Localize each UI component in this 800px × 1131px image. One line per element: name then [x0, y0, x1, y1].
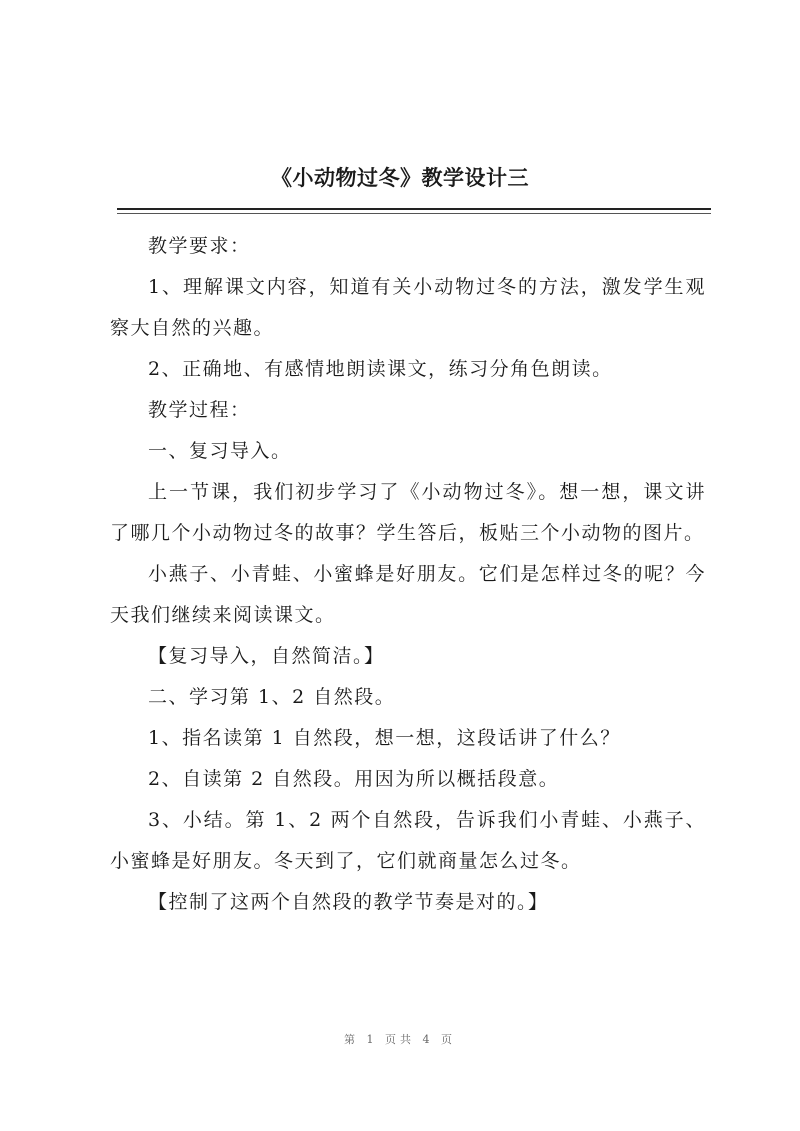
section-1-heading: 一、复习导入。 [148, 440, 292, 462]
document-body [110, 226, 706, 923]
section-2-step-3: 3、小结。第 1、2 两个自然段，告诉我们小青蛙、小燕子、小蜜蜂是好朋友。冬天到了，它们就商量怎么过冬。 [110, 809, 706, 872]
heading-requirements: 教学要求： [148, 235, 251, 257]
heading-process: 教学过程： [148, 399, 251, 421]
requirement-2: 2、正确地、有感情地朗读课文，练习分角色朗读。 [148, 358, 613, 380]
section-1-paragraph-1: 上一节课，我们初步学习了《小动物过冬》。想一想，课文讲了哪几个小动物过冬的故事？学生答后，板贴三个小动物的图片。 [110, 481, 706, 544]
section-1-paragraph-2: 小燕子、小青蛙、小蜜蜂是好朋友。它们是怎样过冬的呢？今天我们继续来阅读课文。 [110, 563, 706, 626]
section-2-step-2: 2、自读第 2 自然段。用因为所以概括段意。 [148, 768, 560, 790]
page-number-footer: 第 1 页共 4 页 [344, 1033, 456, 1046]
section-2-comment: 【控制了这两个自然段的教学节奏是对的。】 [148, 891, 549, 913]
section-2-heading: 二、学习第 1、2 自然段。 [148, 686, 396, 708]
section-1-comment: 【复习导入，自然简洁。】 [148, 645, 385, 667]
requirement-1: 1、理解课文内容，知道有关小动物过冬的方法，激发学生观察大自然的兴趣。 [110, 276, 706, 339]
document-title: 《小动物过冬》教学设计三 [271, 166, 529, 190]
section-2-step-1: 1、指名读第 1 自然段，想一想，这段话讲了什么？ [148, 727, 621, 749]
title-underline-thin [117, 213, 711, 214]
title-underline [117, 208, 711, 210]
